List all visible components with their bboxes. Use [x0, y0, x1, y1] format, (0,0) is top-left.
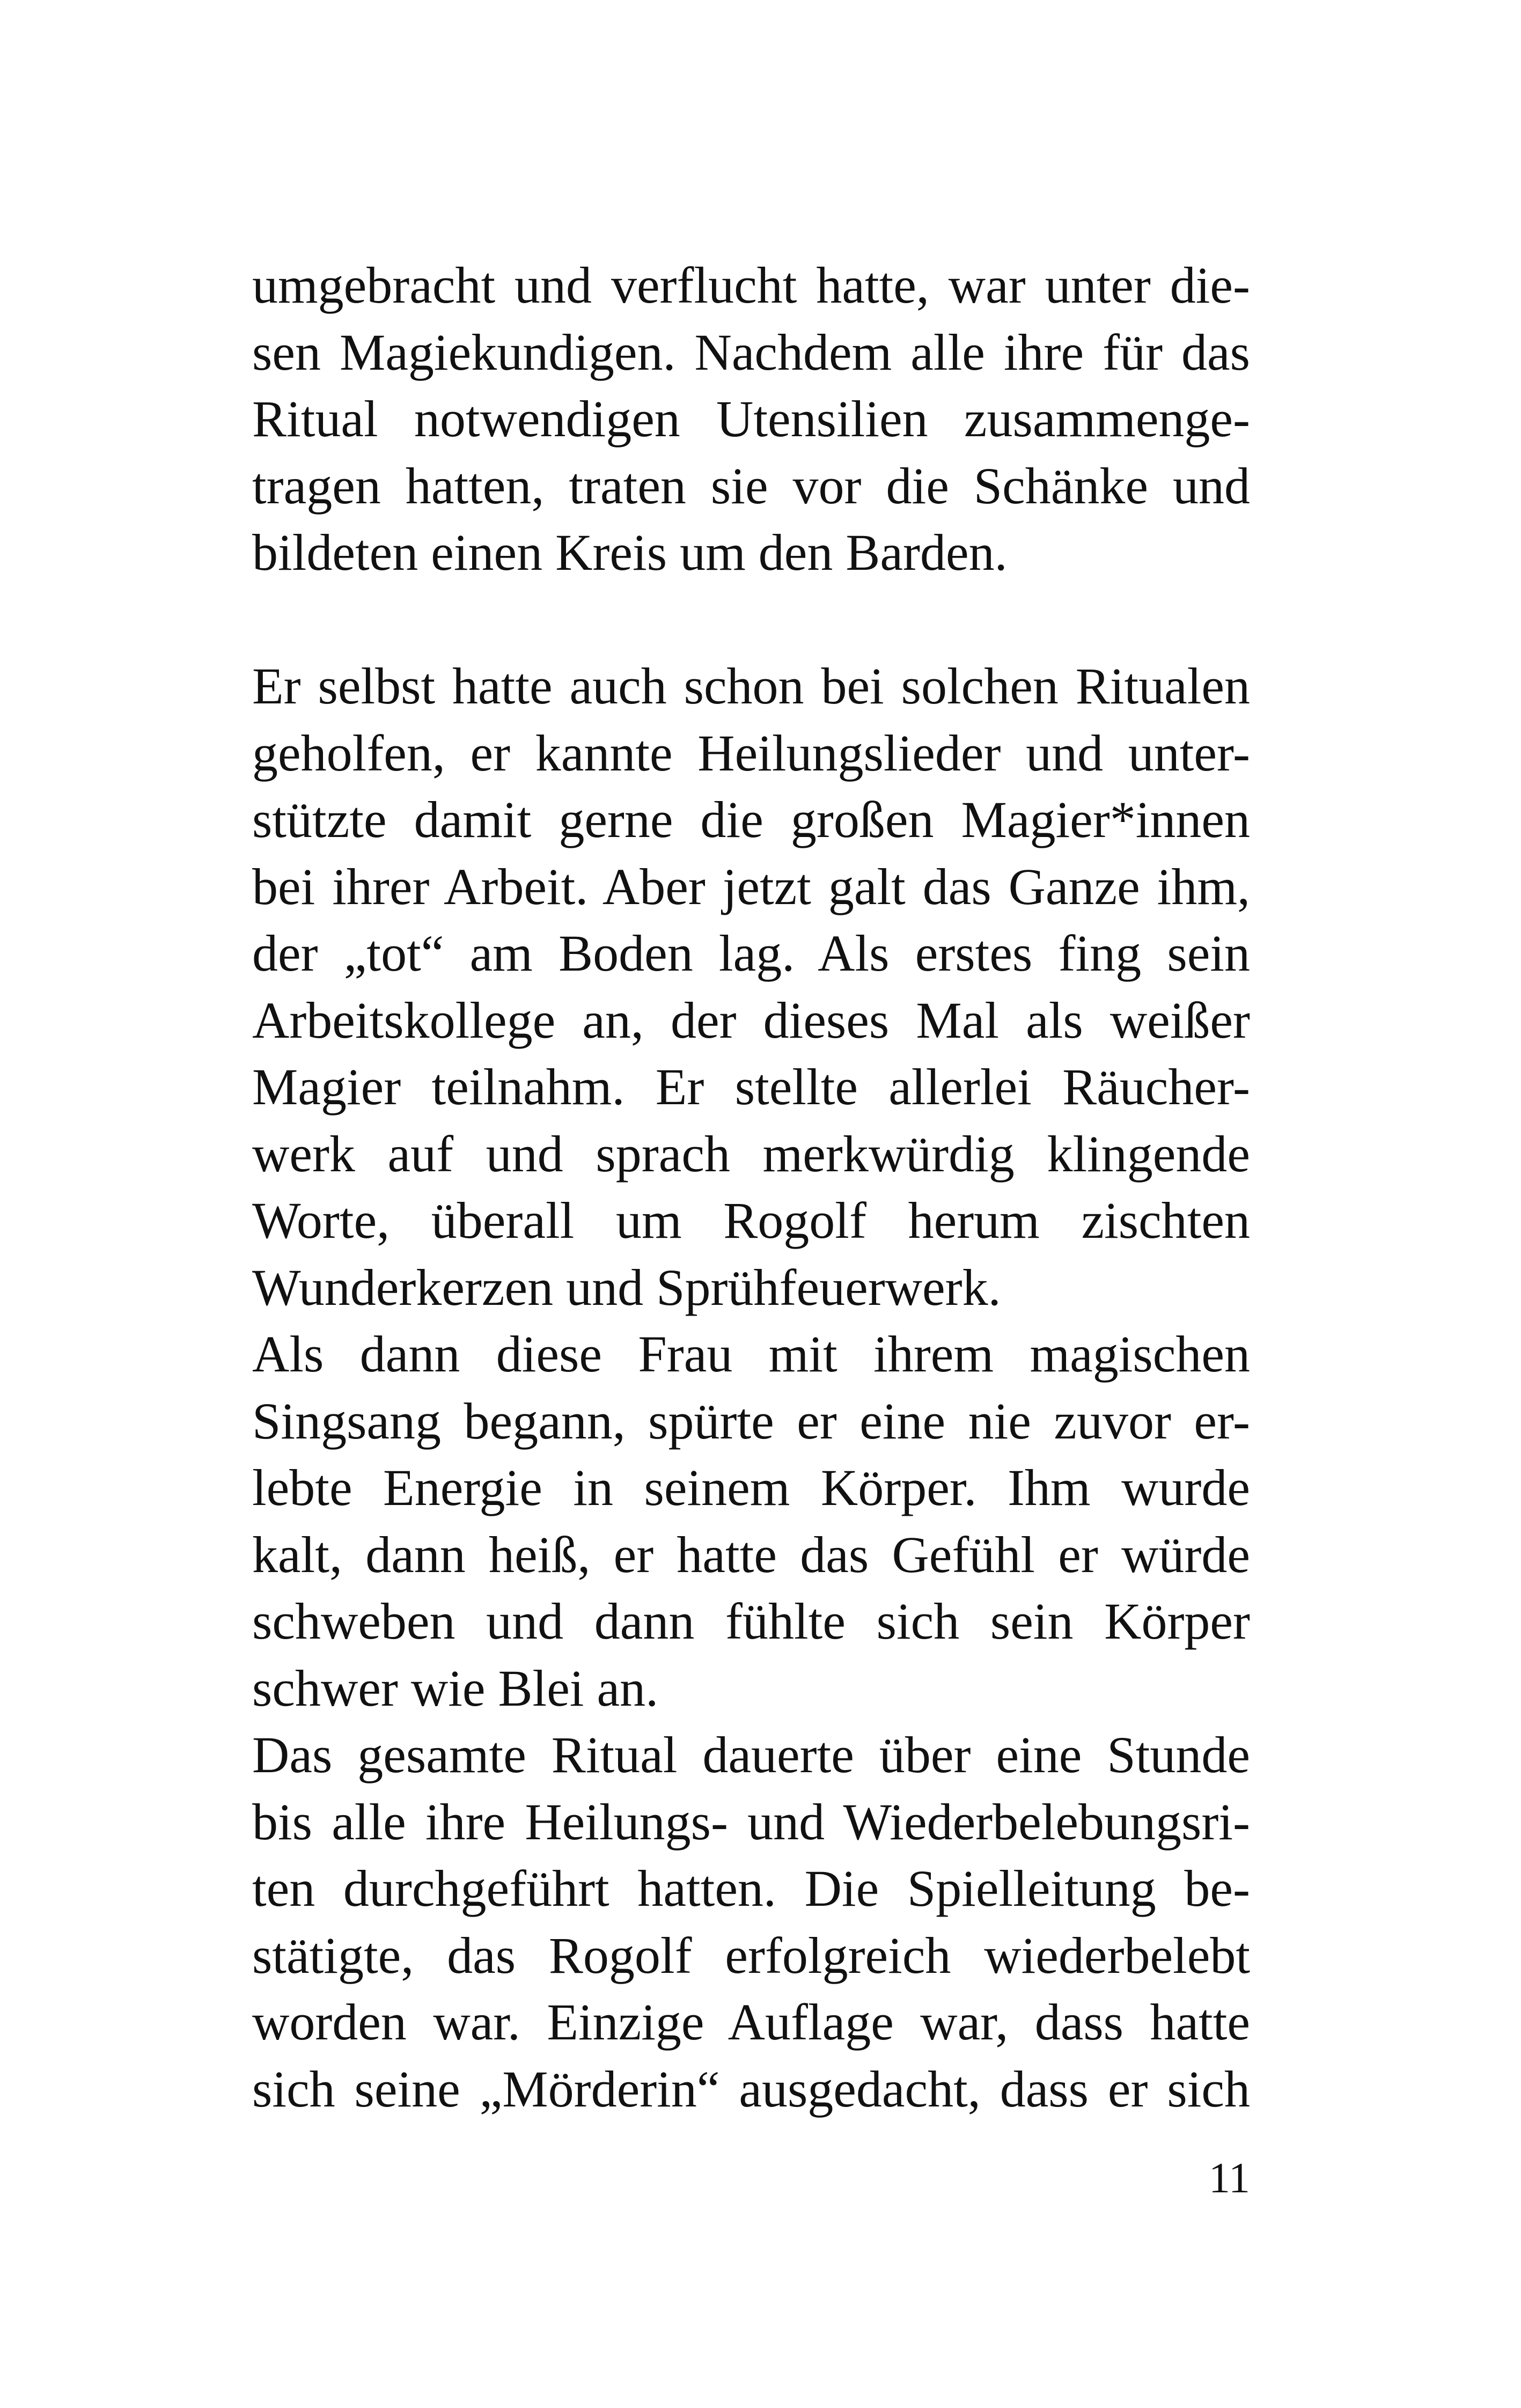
- text-line: Worte, überall um Rogolf herum zischten: [252, 1192, 1250, 1249]
- text-line: werk auf und sprach merkwürdig klingende: [252, 1125, 1250, 1183]
- text-line: worden war. Einzige Auflage war, dass hatte: [252, 1993, 1250, 2051]
- text-line: Als dann diese Frau mit ihrem magischen: [252, 1325, 1250, 1383]
- paragraph-spacer: [252, 586, 1250, 654]
- text-line: umgebracht und verflucht hatte, war unter die-: [252, 256, 1250, 314]
- paragraph: [252, 653, 1250, 1321]
- text-line: Magier teilnahm. Er stellte allerlei Räucher-: [252, 1058, 1250, 1115]
- text-line: Wunderkerzen und Sprühfeuerwerk.: [252, 1258, 1001, 1316]
- text-line: geholfen, er kannte Heilungslieder und unter-: [252, 724, 1250, 782]
- page-number: 11: [1208, 2155, 1250, 2202]
- text-line: stätigte, das Rogolf erfolgreich wiederbelebt: [252, 1926, 1250, 1984]
- text-line: bei ihrer Arbeit. Aber jetzt galt das Ganze ihm,: [252, 857, 1250, 915]
- text-line: tragen hatten, traten sie vor die Schänke und: [252, 457, 1250, 515]
- text-line: lebte Energie in seinem Körper. Ihm wurde: [252, 1459, 1250, 1516]
- body-text: [252, 252, 1250, 2123]
- text-line: Das gesamte Ritual dauerte über eine Stunde: [252, 1726, 1250, 1783]
- text-line: kalt, dann heiß, er hatte das Gefühl er würde: [252, 1525, 1250, 1583]
- paragraph: [252, 1722, 1250, 2123]
- text-line: ten durchgeführt hatten. Die Spielleitung be-: [252, 1860, 1250, 1917]
- text-line: der „tot“ am Boden lag. Als erstes fing sein: [252, 924, 1250, 982]
- text-line: Singsang begann, spürte er eine nie zuvor er-: [252, 1392, 1250, 1450]
- text-line: Er selbst hatte auch schon bei solchen Ritualen: [252, 657, 1250, 715]
- text-line: schwer wie Blei an.: [252, 1659, 659, 1717]
- text-line: schweben und dann fühlte sich sein Körper: [252, 1592, 1250, 1650]
- text-line: stützte damit gerne die großen Magier*innen: [252, 791, 1250, 848]
- text-line: sen Magiekundigen. Nachdem alle ihre für das: [252, 323, 1250, 381]
- paragraph: [252, 252, 1250, 586]
- text-line: sich seine „Mörderin“ ausgedacht, dass er sich: [252, 2060, 1250, 2118]
- text-line: bildeten einen Kreis um den Barden.: [252, 524, 1008, 581]
- paragraph: [252, 1321, 1250, 1722]
- text-line: Arbeitskollege an, der dieses Mal als weißer: [252, 991, 1250, 1049]
- text-line: bis alle ihre Heilungs- und Wiederbelebungsri-: [252, 1793, 1250, 1851]
- text-line: Ritual notwendigen Utensilien zusammenge-: [252, 390, 1250, 447]
